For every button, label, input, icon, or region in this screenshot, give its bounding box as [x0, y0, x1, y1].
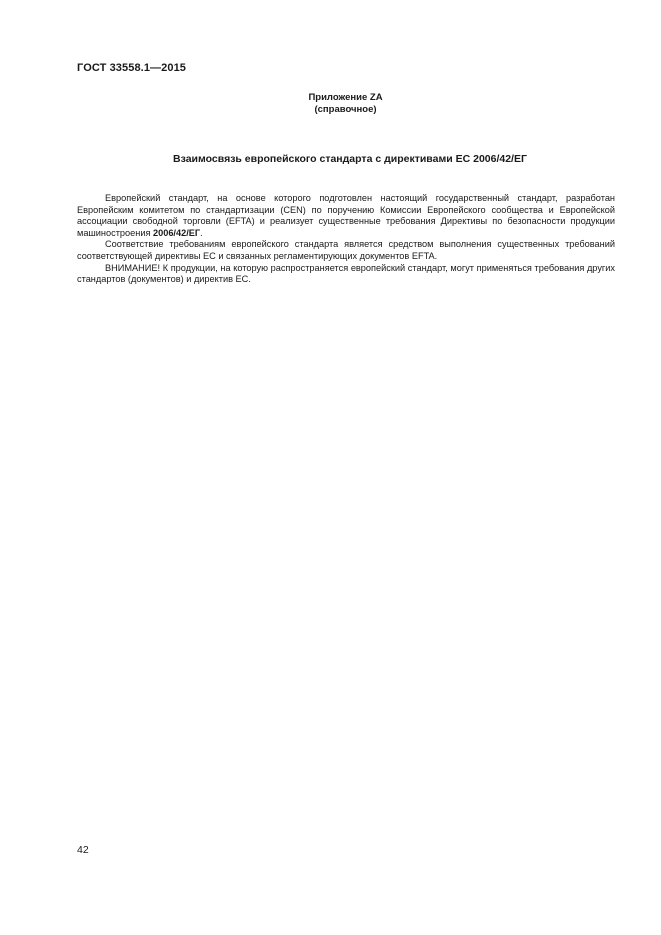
paragraph-1 [77, 193, 615, 239]
annex-heading [0, 92, 661, 116]
annex-label: Приложение ZA [308, 92, 383, 103]
annex-body [77, 193, 615, 286]
page-number: 42 [77, 844, 89, 856]
paragraph-3: ВНИМАНИЕ! К продукции, на которую распространяется европейский стандарт, могут применяться требования других стандартов (документов) и директив ЕС. [77, 262, 615, 285]
annex-title: Взаимосвязь европейского стандарта с директивами ЕС 2006/42/ЕГ [173, 153, 527, 165]
directive-reference: 2006/42/ЕГ [152, 227, 201, 238]
paragraph-1-text: Европейский стандарт, на основе которого подготовлен настоящий государственный стандарт, разработан Европейским комитетом по стандартизации (CEN) по поручению Комиссии Европейского сообщества и Европейской ассоциации свободной торговли (EFTA) и реализует существенные требования Директивы по безопасности продукции машиностроения [77, 193, 615, 238]
paragraph-2: Соответствие требованиям европейского стандарта является средством выполнения существенных требований соответствующей директивы ЕС и связанных регламентирующих документов EFTA. [77, 239, 615, 261]
annex-type: (справочное) [314, 104, 377, 115]
document-header: ГОСТ 33558.1—2015 [77, 62, 187, 74]
paragraph-1-end: . [200, 227, 203, 238]
